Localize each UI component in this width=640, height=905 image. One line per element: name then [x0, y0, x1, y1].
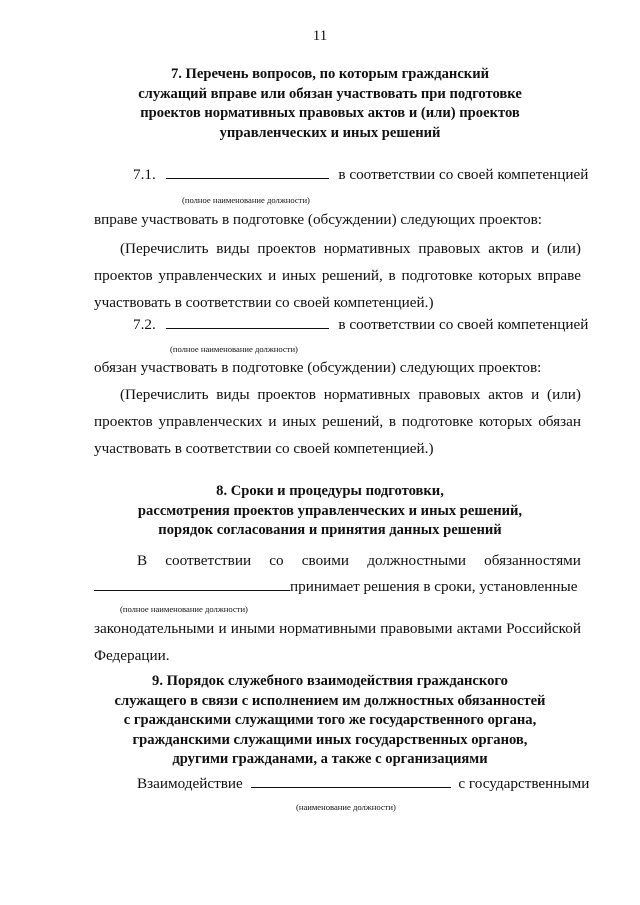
position-caption: (полное наименование должности): [170, 344, 298, 354]
section-8-line-1: [137, 552, 581, 570]
heading-line: гражданскими служащими иных государственных органов,: [132, 731, 528, 748]
position-caption: (полное наименование должности): [120, 604, 248, 614]
heading-line: служащего в связи с исполнением им должностных обязанностей: [114, 692, 546, 709]
heading-line: другими гражданами, а также с организациями: [172, 751, 488, 767]
item-text: в соответствии со своей компетенцией: [338, 316, 589, 333]
line-text: принимает решения в сроки, установленные: [290, 578, 578, 595]
word: соответствии: [165, 552, 252, 569]
heading-line: 7. Перечень вопросов, по которым гражданский: [170, 66, 490, 82]
heading-line: 9. Порядок служебного взаимодействия гражданского: [152, 673, 508, 689]
note-line: проектов управленческих и иных решений, в подготовке которых вправе: [94, 267, 581, 284]
note-line: (Перечислить виды проектов нормативных правовых актов и (или): [120, 386, 581, 403]
item-number: 7.2.: [133, 316, 156, 333]
item-7-1-line: [133, 166, 588, 184]
heading-line: служащий вправе или обязан участвовать при подготовке: [138, 85, 522, 102]
word: своими: [301, 552, 350, 569]
note-line: (Перечислить виды проектов нормативных правовых актов и (или): [120, 240, 581, 257]
section-8-line-2: [94, 578, 577, 596]
section-9-heading: [60, 672, 600, 770]
blank-field: [166, 166, 329, 179]
word: В: [137, 552, 148, 569]
heading-line: рассмотрения проектов управленческих и иных решений,: [137, 502, 523, 519]
section-9-line-1: [137, 775, 589, 793]
section-8-heading: [60, 482, 600, 541]
paragraph-line: обязан участвовать в подготовке (обсуждении) следующих проектов:: [94, 359, 542, 376]
page-number: 11: [312, 28, 328, 44]
word: должностными: [367, 552, 466, 569]
blank-field: [251, 775, 451, 788]
note-line: проектов управленческих и иных решений, в подготовке которых обязан: [94, 413, 581, 430]
paragraph-line: законодательными и иными нормативными правовыми актами Российской: [94, 620, 581, 637]
word: обязанностями: [484, 552, 581, 569]
blank-field: [94, 578, 290, 591]
blank-field: [166, 316, 329, 329]
heading-line: порядок согласования и принятия данных решений: [158, 522, 502, 538]
item-number: 7.1.: [133, 166, 156, 183]
paragraph-line: Федерации.: [94, 647, 170, 664]
line-text: с государственными: [458, 775, 590, 792]
line-text: Взаимодействие: [137, 775, 243, 792]
paragraph-line: вправе участвовать в подготовке (обсуждении) следующих проектов:: [94, 211, 542, 228]
word: со: [269, 552, 284, 569]
note-line: участвовать в соответствии со своей компетенцией.): [94, 294, 434, 311]
item-text: в соответствии со своей компетенцией: [338, 166, 589, 183]
heading-line: проектов нормативных правовых актов и (или) проектов: [140, 105, 520, 121]
heading-line: управленческих и иных решений: [219, 124, 441, 141]
item-7-2-line: [133, 316, 588, 334]
position-caption: (наименование должности): [296, 802, 396, 812]
section-7-heading: [60, 65, 600, 143]
heading-line: с гражданскими служащими того же государственного органа,: [123, 712, 537, 728]
heading-line: 8. Сроки и процедуры подготовки,: [216, 483, 444, 499]
position-caption: (полное наименование должности): [182, 195, 310, 205]
note-line: участвовать в соответствии со своей компетенцией.): [94, 440, 434, 457]
